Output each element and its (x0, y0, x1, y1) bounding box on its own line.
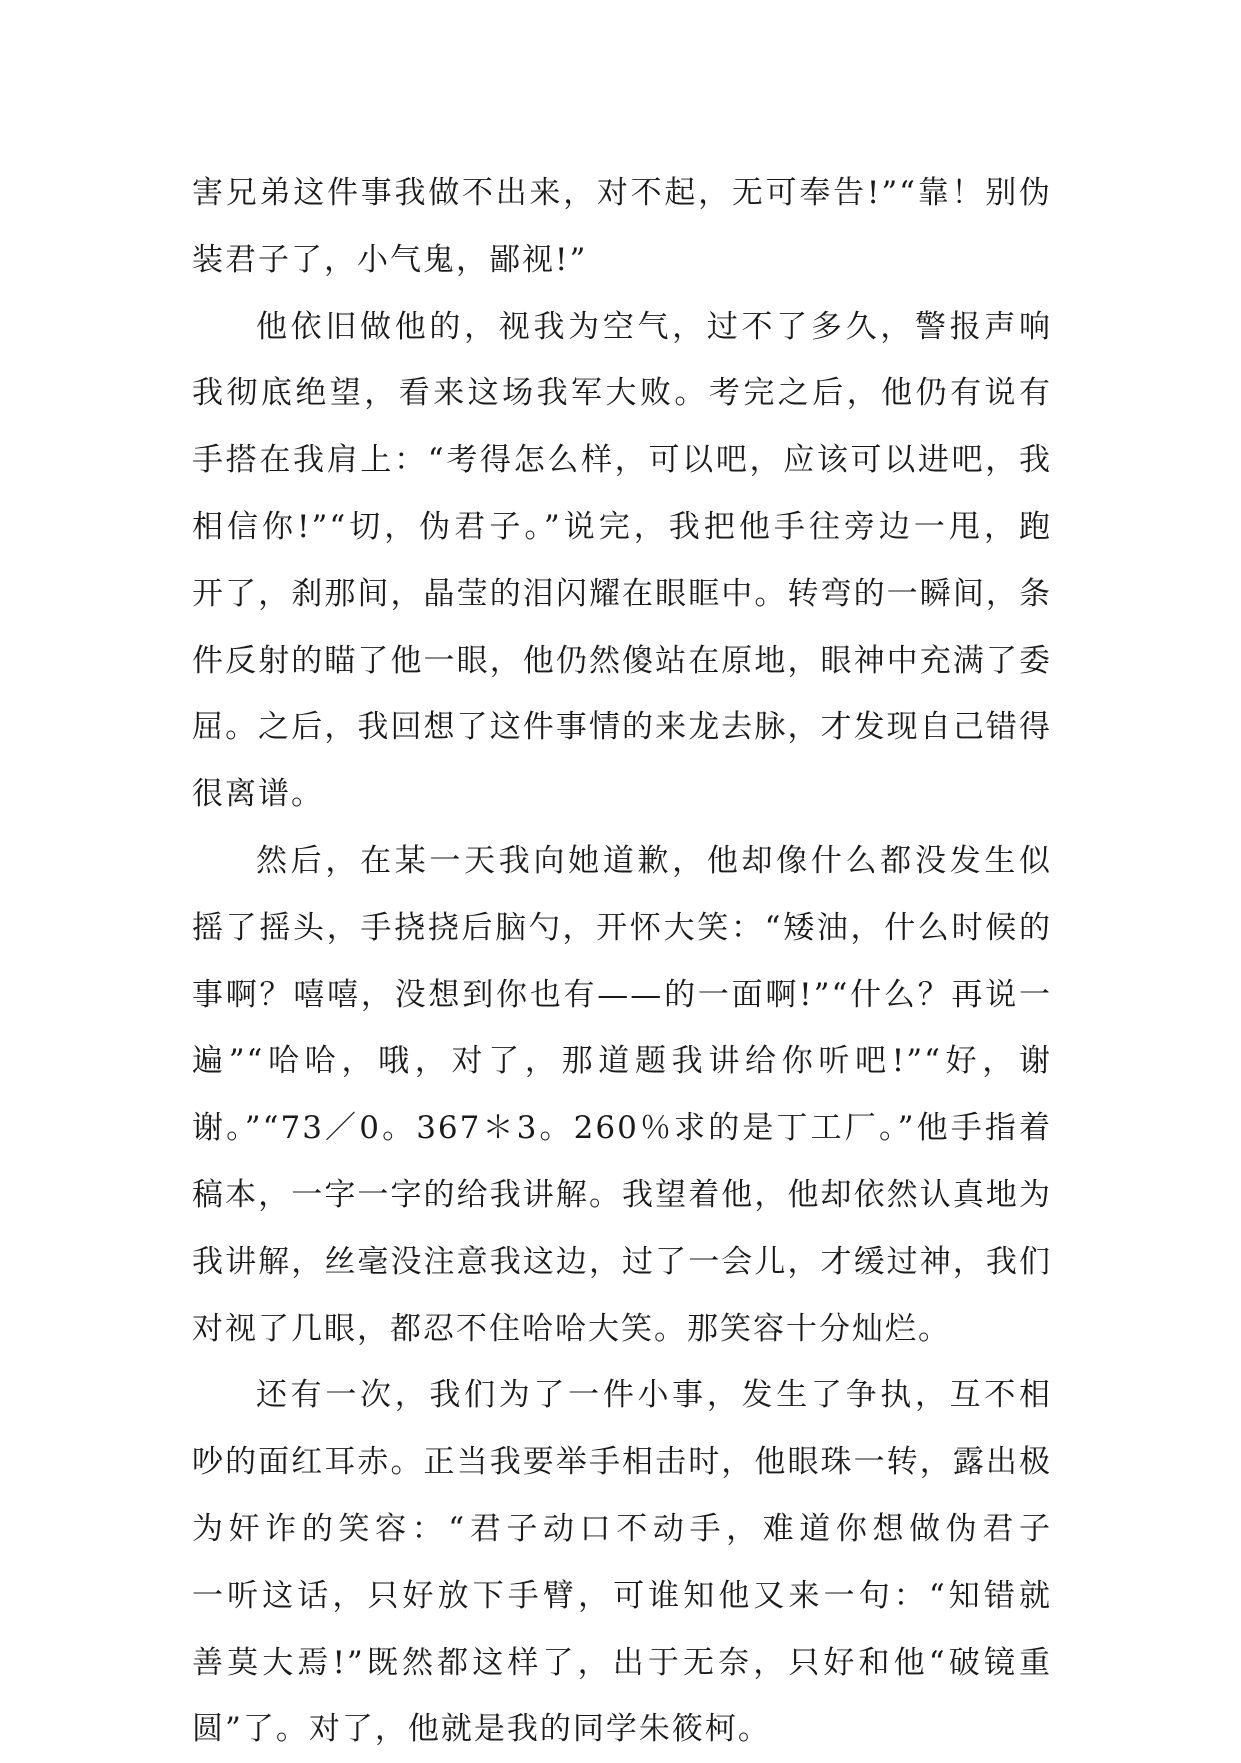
text-line: 对视了几眼，都忍不住哈哈大笑。那笑容十分灿烂。 (192, 1310, 951, 1347)
text-line: 一听这话，只好放下手臂，可谁知他又来一句：“知错就 (192, 1577, 1052, 1614)
text-line: 圆”了。对了，他就是我的同学朱筱柯。 (192, 1711, 771, 1748)
text-line: 善莫大焉!”既然都这样了，出于无奈，只好和他“破镜重 (192, 1644, 1052, 1681)
text-line: 稿本，一字一字的给我讲解。我望着他，他却依然认真地为 (192, 1176, 1052, 1213)
article-body (192, 160, 1052, 1763)
text-line: 我讲解，丝毫没注意我这边，过了一会儿，才缓过神，我们 (192, 1243, 1052, 1280)
text-line: 害兄弟这件事我做不出来，对不起，无可奉告!”“靠！别伪 (192, 175, 1052, 211)
paragraph-first-line: 他依旧做他的，视我为空气，过不了多久，警报声响 (256, 308, 1052, 345)
text-line: 吵的面红耳赤。正当我要举手相击时，他眼珠一转，露出极 (192, 1444, 1052, 1481)
text-line: 很离谱。 (192, 776, 324, 813)
text-line: 摇了摇头，手挠挠后脑勺，开怀大笑：“矮油，什么时候的 (192, 909, 1052, 946)
text-line: 手搭在我肩上：“考得怎么样，可以吧，应该可以进吧，我 (192, 442, 1052, 479)
text-line: 为奸诈的笑容：“君子动口不动手，难道你想做伪君子 (192, 1510, 1052, 1547)
text-line: 件反射的瞄了他一眼，他仍然傻站在原地，眼神中充满了委 (192, 642, 1052, 679)
text-line: 我彻底绝望，看来这场我军大败。考完之后，他仍有说有 (192, 375, 1052, 412)
text-line: 遍”“哈哈，哦，对了，那道题我讲给你听吧!”“好，谢 (192, 1043, 1052, 1080)
text-line: 相信你!”“切，伪君子。”说完，我把他手往旁边一甩，跑 (192, 508, 1052, 545)
text-line: 事啊？嘻嘻，没想到你也有——的一面啊!”“什么？再说一 (192, 976, 1052, 1013)
paragraph-first-line: 然后，在某一天我向她道歉，他却像什么都没发生似 (256, 842, 1052, 879)
paragraph-first-line: 还有一次，我们为了一件小事，发生了争执，互不相 (256, 1377, 1052, 1414)
text-line: 谢。”“73／0。367＊3。260％求的是丁工厂。”他手指着 (192, 1110, 1052, 1147)
text-line: 开了，刹那间，晶莹的泪闪耀在眼眶中。转弯的一瞬间，条 (192, 575, 1052, 612)
text-line: 装君子了，小气鬼，鄙视!” (192, 241, 588, 278)
text-line: 屈。之后，我回想了这件事情的来龙去脉，才发现自己错得 (192, 709, 1052, 746)
